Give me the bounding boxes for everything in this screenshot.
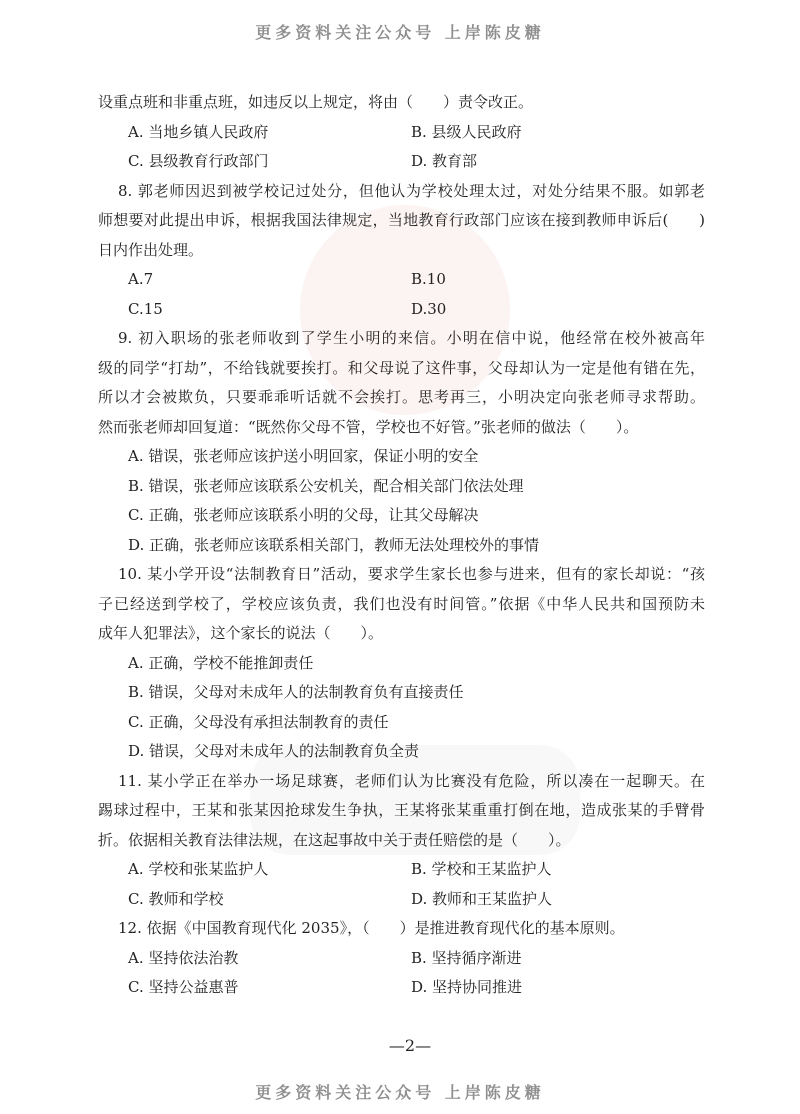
option-row: [98, 944, 705, 974]
option-a: A.7: [128, 270, 154, 288]
option-d: D. 正确，张老师应该联系相关部门，教师无法处理校外的事情: [128, 535, 540, 554]
option-a: A. 错误，张老师应该护送小明回家，保证小明的安全: [128, 447, 479, 465]
page-number: —2—: [388, 1036, 432, 1055]
question-text-line: 10. 某小学开设“法制教育日”活动，要求学生家长也参与进来，但有的家长却说：“孩: [118, 565, 705, 583]
option-c: C.15: [128, 299, 163, 318]
question-7-continuation: [98, 88, 705, 177]
question-text-line: 8. 郭老师因迟到被学校记过处分，但他认为学校处理太过，对处分结果不服。如郭老: [118, 181, 705, 200]
option-b: B. 错误，张老师应该联系公安机关，配合相关部门依法处理: [128, 476, 524, 495]
option-a: A. 当地乡镇人民政府: [128, 122, 269, 141]
option-a: A. 学校和张某监护人: [128, 860, 269, 878]
option-d: D. 教育部: [411, 152, 478, 170]
question-10: [98, 560, 705, 767]
question-text-line: 然而张老师却回复道：“既然你父母不管，学校也不好管。”张老师的做法（ ）。: [98, 417, 639, 436]
option-row: [98, 295, 705, 325]
question-text-line: 师想要对此提出申诉，根据我国法律规定，当地教育行政部门应该在接到教师申诉后( ): [98, 211, 705, 229]
option-b: B. 学校和王某监护人: [411, 860, 552, 878]
option-c: C. 坚持公益惠普: [128, 978, 239, 996]
header-banner: 更多资料关注公众号 上岸陈皮糖: [255, 23, 545, 42]
footer-banner: 更多资料关注公众号 上岸陈皮糖: [255, 1083, 545, 1102]
option-d: D. 错误，父母对未成年人的法制教育负全责: [128, 742, 420, 760]
option-d: D. 教师和王某监护人: [411, 889, 553, 908]
question-text-line: 9. 初入职场的张老师收到了学生小明的来信。小明在信中说，他经常在校外被高年: [118, 329, 705, 347]
question-text-line: 12. 依据《中国教育现代化 2035》，（ ）是推进教育现代化的基本原则。: [118, 919, 625, 937]
question-text-line: 踢球过程中，王某和张某因抢球发生争执，王某将张某重重打倒在地，造成张某的手臂骨: [98, 801, 705, 819]
option-c: C. 教师和学校: [128, 889, 224, 908]
question-8: [98, 177, 705, 325]
option-b: B. 错误，父母对未成年人的法制教育负有直接责任: [128, 683, 464, 701]
option-row: [98, 855, 705, 885]
question-text-line: 设重点班和非重点班，如违反以上规定，将由（ ）责令改正。: [98, 93, 534, 111]
option-a: A. 正确，学校不能推卸责任: [128, 653, 314, 672]
question-text-line: 所以才会被欺负，只要乖乖听话就不会挨打。思考再三，小明决定向张老师寻求帮助。: [98, 388, 705, 406]
option-b: B.10: [411, 270, 446, 288]
question-12: [98, 914, 705, 1003]
option-a: A. 坚持依法治教: [128, 948, 239, 967]
option-row: [98, 973, 705, 1003]
option-d: D. 坚持协同推进: [411, 978, 523, 996]
question-text-line: 折。依据相关教育法律法规，在这起事故中关于责任赔偿的是（ ）。: [98, 830, 571, 849]
question-9: [98, 324, 705, 560]
question-text-line: 成年人犯罪法》，这个家长的说法（ ）。: [98, 624, 384, 642]
question-text-line: 11. 某小学正在举办一场足球赛，老师们认为比赛没有危险，所以凑在一起聊天。在: [118, 771, 705, 790]
page-content: [98, 88, 705, 1003]
question-text-line: 级的同学“打劫”，不给钱就要挨打。和父母说了这件事，父母却认为一定是他有错在先，: [98, 358, 705, 377]
option-b: B. 坚持循序渐进: [411, 948, 522, 967]
option-c: C. 正确，张老师应该联系小明的父母，让其父母解决: [128, 506, 479, 524]
option-c: C. 县级教育行政部门: [128, 152, 269, 170]
question-11: [98, 767, 705, 915]
option-row: [98, 265, 705, 295]
option-row: [98, 118, 705, 148]
option-b: B. 县级人民政府: [411, 122, 522, 141]
option-d: D.30: [411, 299, 447, 318]
question-text-line: 日内作出处理。: [98, 240, 204, 259]
option-row: [98, 885, 705, 915]
option-c: C. 正确，父母没有承担法制教育的责任: [128, 712, 389, 731]
question-text-line: 子已经送到学校了，学校应该负责，我们也没有时间管。”依据《中华人民共和国预防未: [98, 594, 705, 613]
option-row: [98, 147, 705, 177]
